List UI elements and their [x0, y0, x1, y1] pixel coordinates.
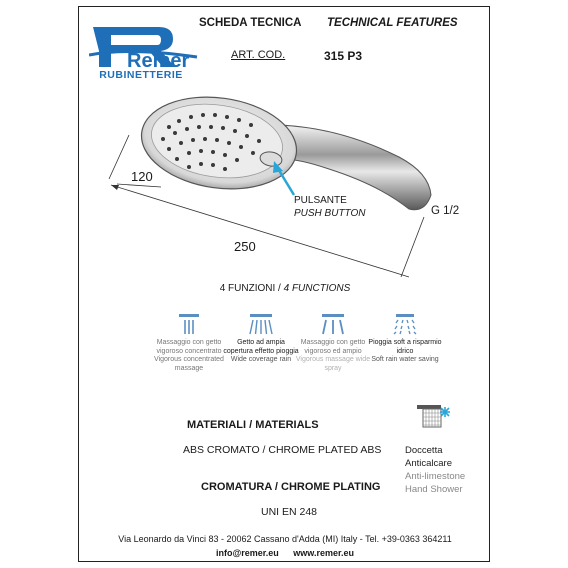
- dimension-line-head: [117, 184, 161, 187]
- brand-name: Remer: [127, 50, 190, 72]
- concentrated-jet-icon: [174, 313, 204, 335]
- anti-limestone-it-2: Anticalcare: [405, 458, 452, 469]
- function-desc-en: Vigorous massage wide spray: [295, 356, 371, 372]
- dimension-head-diameter: 120: [131, 169, 153, 184]
- functions-title-en: 4 FUNCTIONS: [283, 283, 351, 294]
- anti-limestone-it-1: Doccetta: [405, 445, 443, 456]
- company-contacts: [79, 548, 491, 558]
- function-desc-it: Massaggio con getto vigoroso concentrato: [156, 339, 222, 355]
- dimension-total-length: 250: [234, 239, 256, 254]
- function-desc-en: Wide coverage rain: [230, 356, 292, 363]
- wide-massage-icon: [318, 313, 348, 335]
- plating-title: CROMATURA / CHROME PLATING: [201, 481, 381, 493]
- dimension-line-length: [111, 185, 409, 277]
- function-desc-it: Getto ad ampia copertura effetto pioggia: [223, 339, 299, 355]
- company-address: Via Leonardo da Vinci 83 - 20062 Cassano d'Adda (MI) Italy - Tel. +39-0363 364211: [118, 534, 452, 544]
- push-button-label-en: PUSH BUTTON: [294, 208, 366, 219]
- functions-title-it: 4 FUNZIONI: [219, 283, 276, 294]
- push-button-label-it: PULSANTE: [294, 195, 347, 206]
- function-item: [151, 313, 227, 373]
- function-desc-it: Massaggio con getto vigoroso ed ampio: [300, 339, 366, 355]
- function-item: [223, 313, 299, 365]
- function-desc-en: Vigorous concentrated massage: [154, 356, 224, 372]
- anti-limestone-icon: [415, 403, 455, 437]
- materials-value: ABS CROMATO / CHROME PLATED ABS: [183, 444, 382, 456]
- website-link[interactable]: www.remer.eu: [293, 548, 354, 558]
- article-code-value: 315 P3: [324, 49, 363, 63]
- plating-value: UNI EN 248: [261, 506, 318, 518]
- connection-thread: G 1/2: [431, 205, 460, 217]
- technical-sheet: [78, 6, 490, 562]
- article-code-label: ART. COD.: [231, 49, 286, 61]
- function-desc-en: Soft rain water saving: [371, 356, 439, 363]
- email-link[interactable]: info@remer.eu: [215, 548, 279, 558]
- rain-jet-icon: [246, 313, 276, 335]
- functions-title-sep: /: [275, 283, 284, 294]
- materials-title: MATERIALI / MATERIALS: [187, 419, 319, 431]
- brand-subtitle: RUBINETTERIE: [99, 69, 183, 81]
- shower-head-drawing: [79, 87, 491, 287]
- anti-limestone-en-2: Hand Shower: [405, 484, 463, 495]
- function-desc-it: Pioggia soft a risparmio idrico: [368, 339, 442, 355]
- title-english: TECHNICAL FEATURES: [327, 17, 458, 29]
- function-item: [367, 313, 443, 365]
- functions-title: [79, 283, 491, 294]
- soft-rain-icon: [390, 313, 420, 335]
- title-italian: SCHEDA TECNICA: [199, 17, 302, 29]
- anti-limestone-en-1: Anti-limestone: [405, 471, 466, 482]
- function-item: [295, 313, 371, 373]
